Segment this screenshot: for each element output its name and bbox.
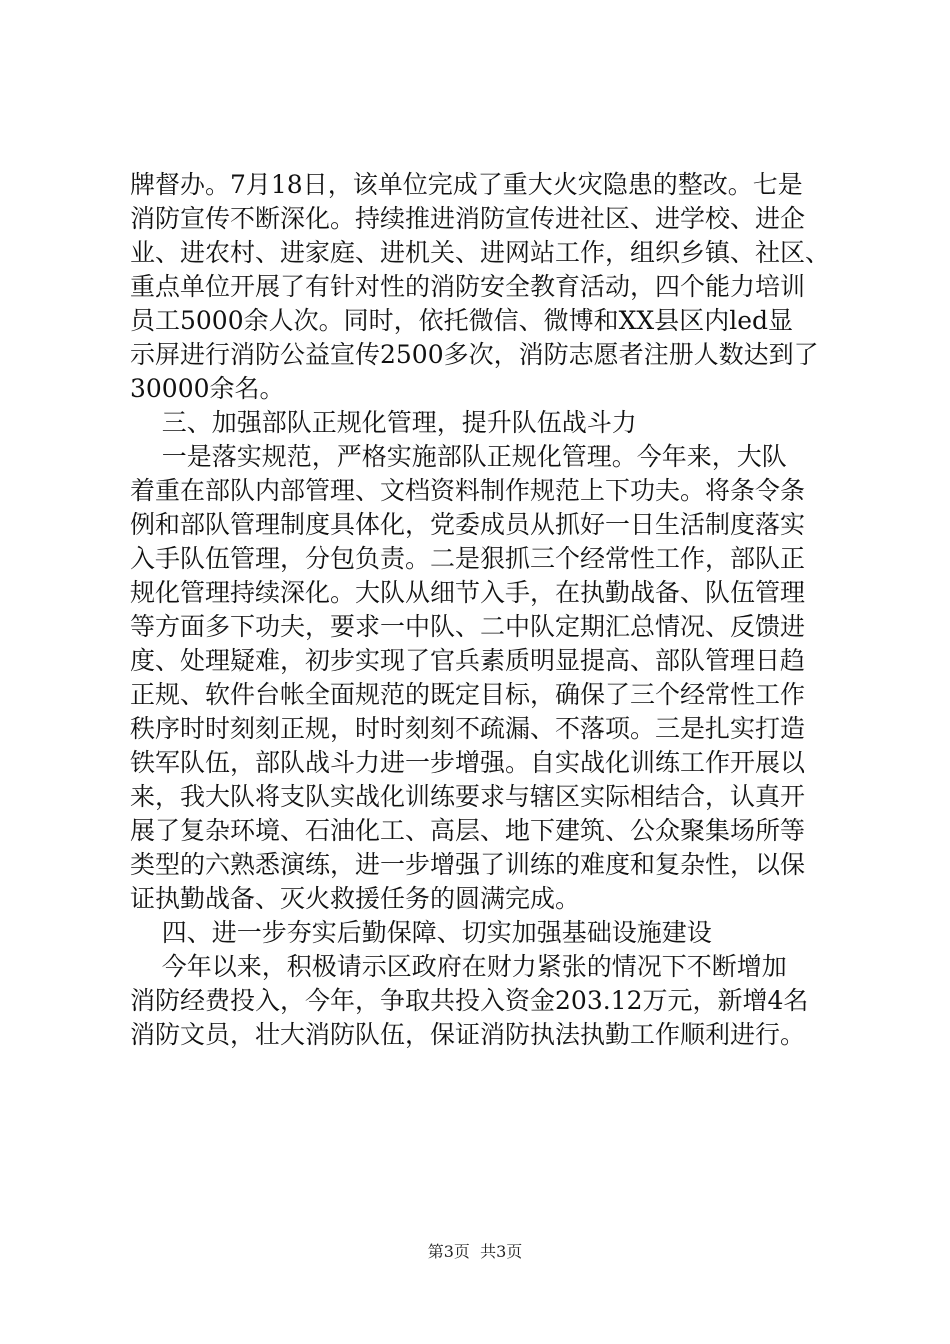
text-line: 重点单位开展了有针对性的消防安全教育活动，四个能力培训 [130,272,806,301]
text-line: 铁军队伍，部队战斗力进一步增强。自实战化训练工作开展以 [130,748,806,777]
text-line: 类型的六熟悉演练，进一步增强了训练的难度和复杂性，以保 [130,850,806,879]
text-line: 消防文员，壮大消防队伍，保证消防执法执勤工作顺利进行。 [130,1020,806,1049]
text-line: 展了复杂环境、石油化工、高层、地下建筑、公众聚集场所等 [130,816,806,845]
text-line: 秩序时时刻刻正规，时时刻刻不疏漏、不落项。三是扎实打造 [130,714,806,743]
text-line: 示屏进行消防公益宣传2500多次，消防志愿者注册人数达到了 [130,340,819,369]
text-line: 正规、软件台帐全面规范的既定目标，确保了三个经常性工作 [130,680,806,709]
text-line: 30000余名。 [130,374,285,403]
text-line: 员工5000余人次。同时，依托微信、微博和XX县区内led显 [130,306,794,335]
text-line: 证执勤战备、灭火救援任务的圆满完成。 [130,884,581,913]
document-body [130,168,830,1052]
text-line: 着重在部队内部管理、文档资料制作规范上下功夫。将条令条 [130,476,806,505]
page-number: 第3页 共3页 [427,1242,523,1261]
text-line: 消防宣传不断深化。持续推进消防宣传进社区、进学校、进企 [130,204,806,233]
text-line: 一是落实规范，严格实施部队正规化管理。今年来，大队 [130,442,787,471]
text-line: 等方面多下功夫，要求一中队、二中队定期汇总情况、反馈进 [130,612,806,641]
text-line: 今年以来，积极请示区政府在财力紧张的情况下不断增加 [130,952,787,981]
text-line: 例和部队管理制度具体化，党委成员从抓好一日生活制度落实 [130,510,806,539]
text-line: 牌督办。7月18日，该单位完成了重大火灾隐患的整改。七是 [130,170,803,199]
text-line: 入手队伍管理，分包负责。二是狠抓三个经常性工作，部队正 [130,544,806,573]
section-heading: 四、进一步夯实后勤保障、切实加强基础设施建设 [130,918,712,947]
text-line: 来，我大队将支队实战化训练要求与辖区实际相结合，认真开 [130,782,806,811]
text-line: 消防经费投入，今年，争取共投入资金203.12万元，新增4名 [130,986,809,1015]
text-line: 度、处理疑难，初步实现了官兵素质明显提高、部队管理日趋 [130,646,806,675]
text-line: 业、进农村、进家庭、进机关、进网站工作，组织乡镇、社区、 [130,238,831,267]
text-line: 规化管理持续深化。大队从细节入手，在执勤战备、队伍管理 [130,578,806,607]
section-heading: 三、加强部队正规化管理，提升队伍战斗力 [130,408,637,437]
